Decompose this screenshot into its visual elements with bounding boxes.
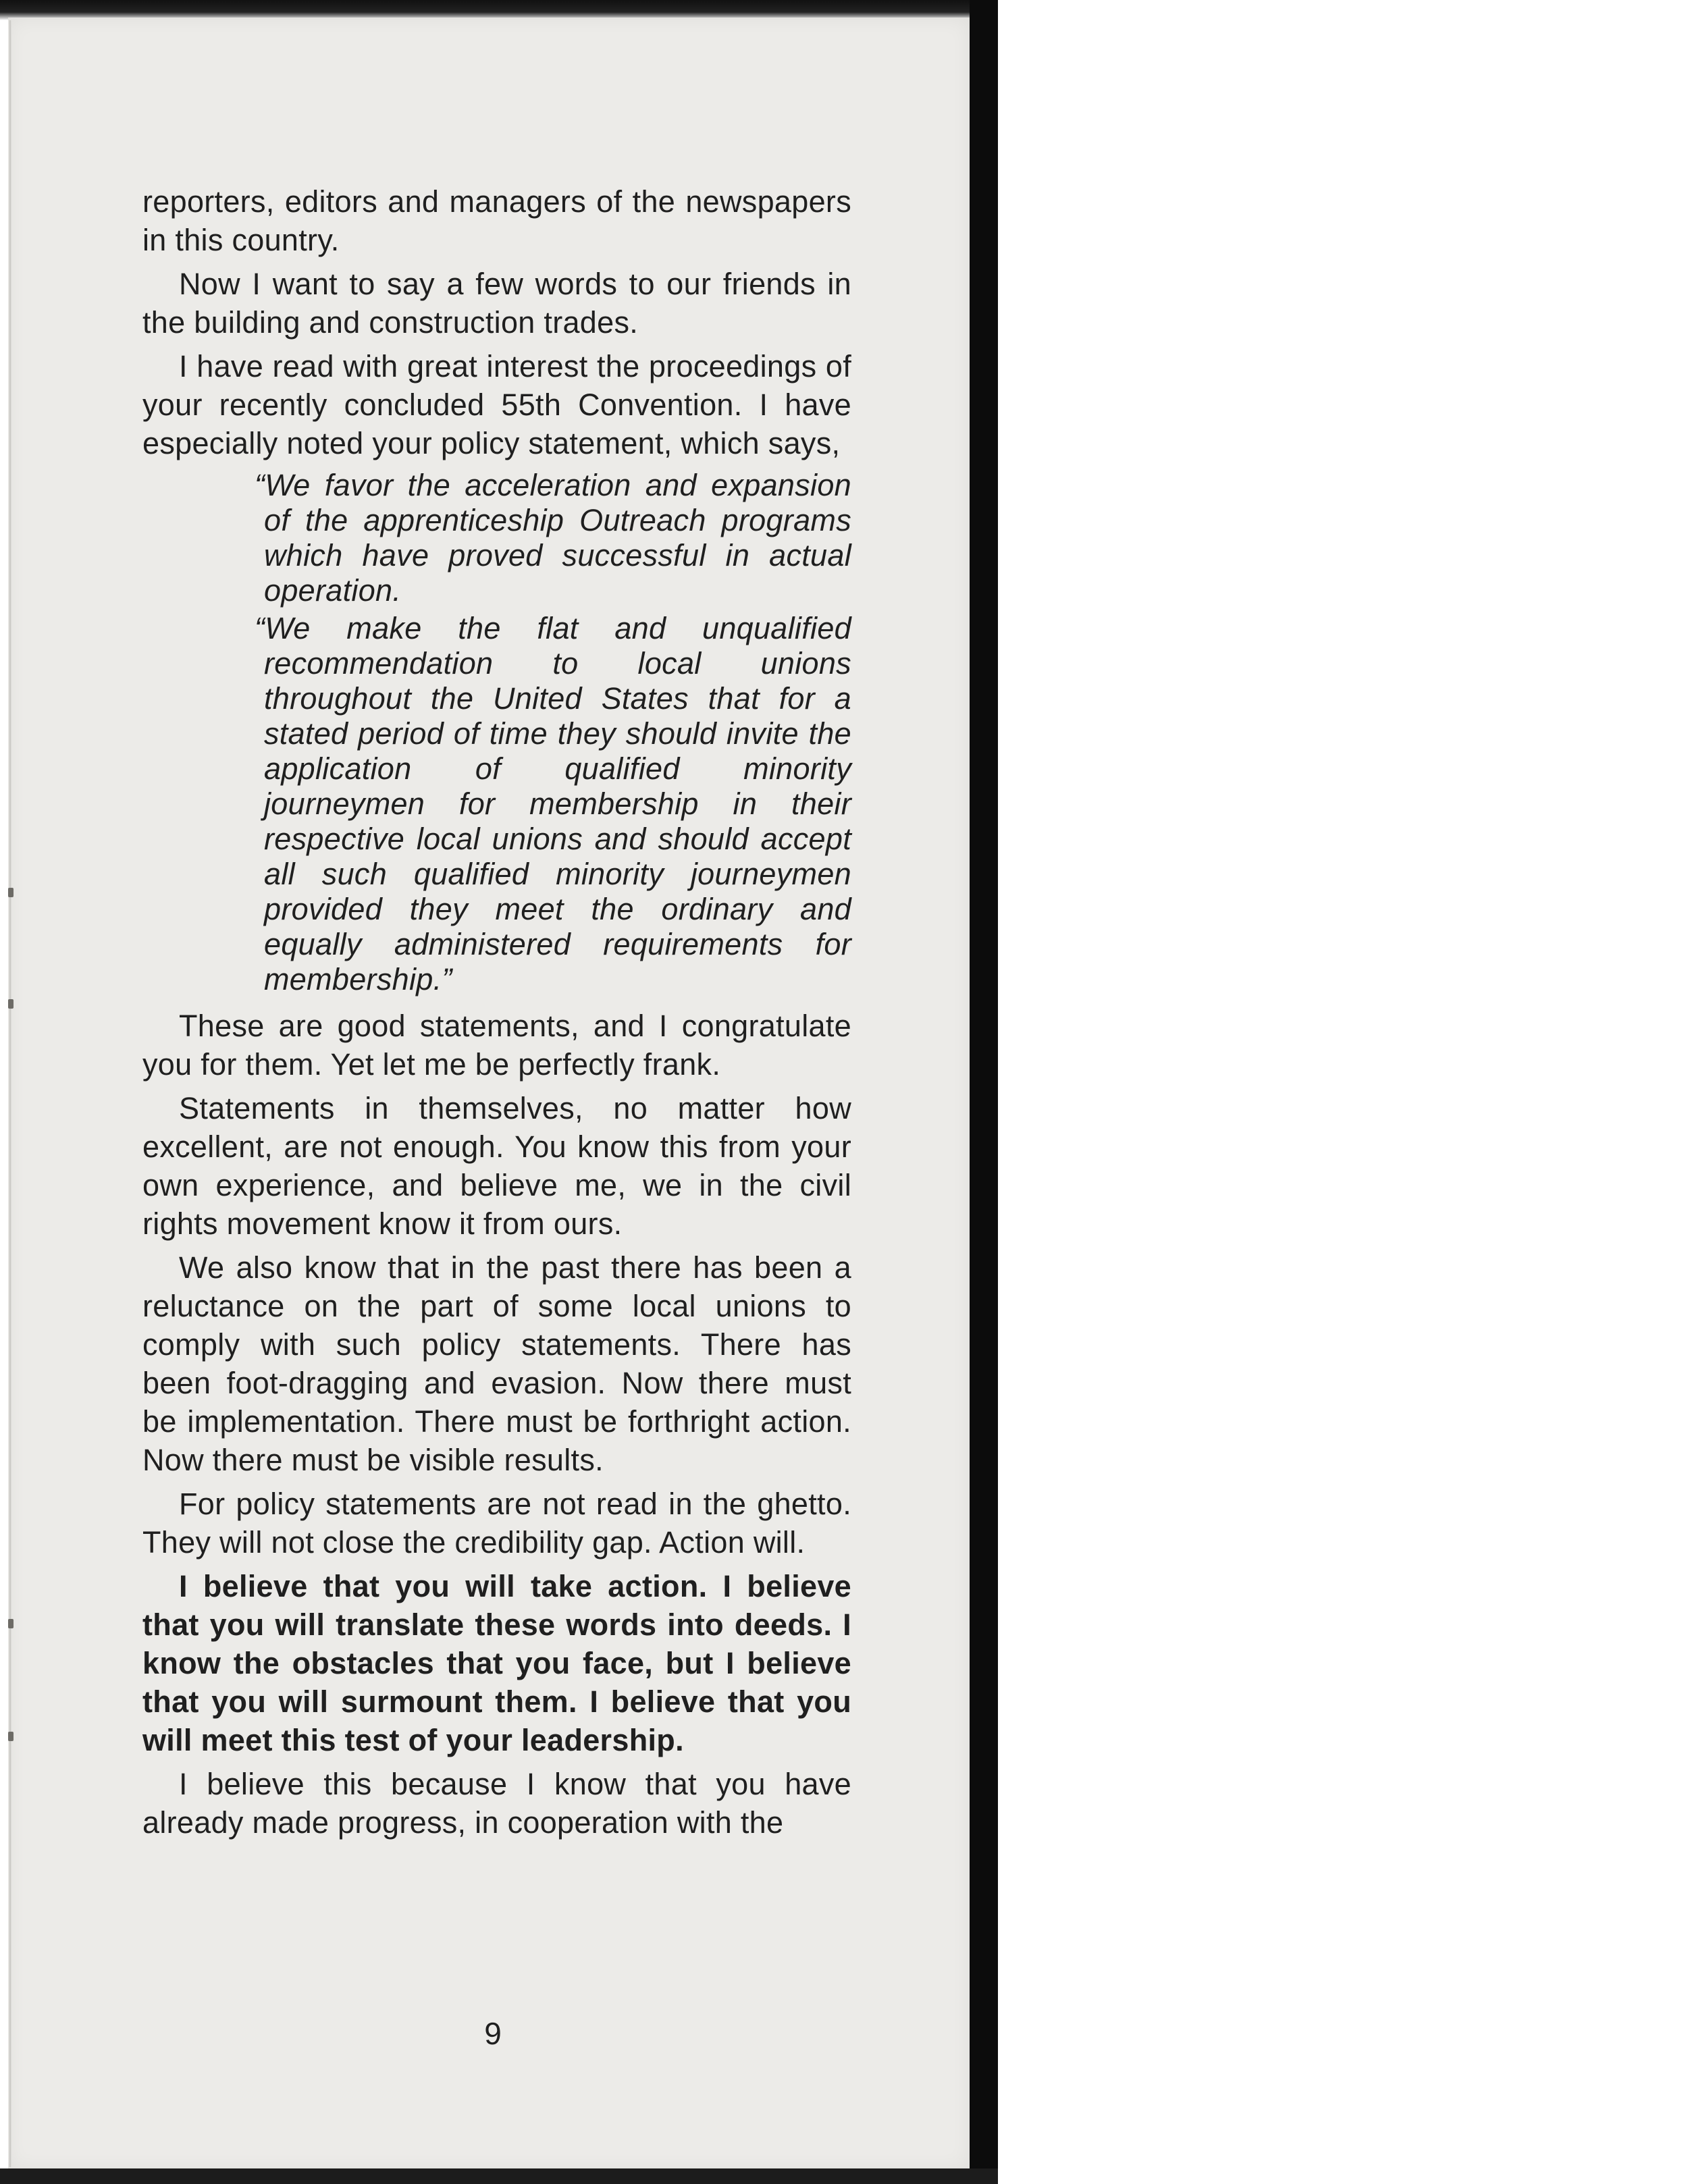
binding-mark	[8, 1732, 14, 1741]
paragraph-ghetto: For policy statements are not read in the ghetto. They will not close the credibility gap. Action will.	[142, 1487, 851, 1560]
paragraph-convention-proceedings: I have read with great interest the proceedings of your recently concluded 55th Convention. I have especially noted your policy statement, which says,	[142, 349, 851, 460]
page-number: 9	[484, 2016, 502, 2051]
page-gutter	[9, 20, 11, 2167]
scan-dark-edge	[970, 0, 998, 2184]
policy-statement-quote	[142, 468, 851, 997]
paragraph-continuation: reporters, editors and managers of the newspapers in this country.	[142, 184, 851, 257]
body-text	[142, 182, 851, 1847]
binding-mark	[8, 888, 14, 897]
binding-mark	[8, 999, 14, 1009]
paragraph-statements-not-enough: Statements in themselves, no matter how excellent, are not enough. You know this from your own experience, and believe me, we in the civil rights movement know it from ours.	[142, 1091, 851, 1241]
paragraph-friends-building-trades: Now I want to say a few words to our friends in the building and construction trades.	[142, 267, 851, 340]
paragraph-progress: I believe this because I know that you have already made progress, in cooperation with the	[142, 1767, 851, 1840]
paragraph-reluctance: We also know that in the past there has been a reluctance on the part of some local unions to comply with such policy statements. There has been foot-dragging and evasion. Now there must be implementation. There must be forthright action. Now there must be visible results.	[142, 1250, 851, 1477]
quote-outreach-programs: “We favor the acceleration and expansion of the apprenticeship Outreach programs which have proved successful in actual operation.	[255, 468, 851, 608]
quote-minority-journeymen: “We make the flat and unqualified recommendation to local unions throughout the United States that for a stated period of time they should invite the application of qualified minority journeymen for membership in their respective local unions and should accept all such qualified minority journeymen provided they meet the ordinary and equally administered requirements for membership.”	[255, 611, 851, 996]
paragraph-bold-belief: I believe that you will take action. I believe that you will translate these words into deeds. I know the obstacles that you face, but I believe that you will surmount them. I believe that you will meet this test of your leadership.	[142, 1569, 851, 1757]
binding-mark	[8, 1619, 14, 1628]
paragraph-good-statements: These are good statements, and I congratulate you for them. Yet let me be perfectly frank.	[142, 1009, 851, 1082]
scan-bottom-edge	[0, 2168, 998, 2184]
